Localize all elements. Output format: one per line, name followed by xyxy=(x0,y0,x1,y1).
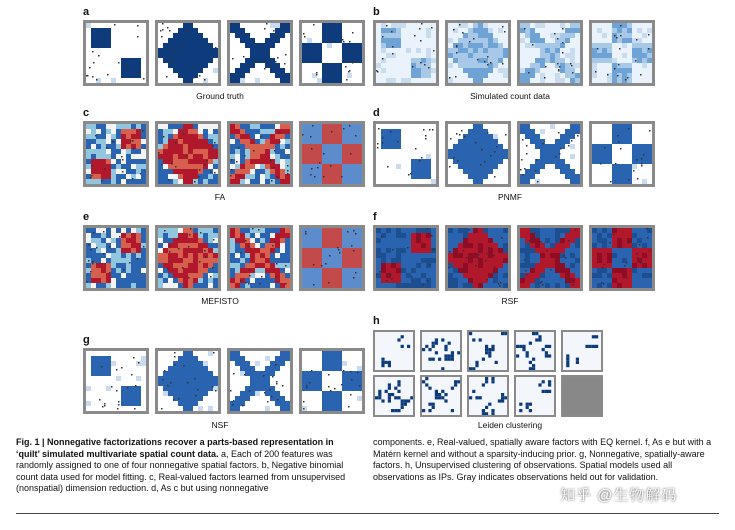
cluster-tile xyxy=(373,330,415,372)
cluster-tile xyxy=(514,330,556,372)
factor-tile xyxy=(445,20,511,86)
factor-tile xyxy=(373,121,439,187)
heldout-tile xyxy=(561,375,603,417)
cluster-tile xyxy=(420,330,462,372)
factor-tile xyxy=(445,225,511,291)
figure-legend-title: Fig. 1 | Nonnegative factorizations recover a parts-based representation in ‘quilt’ simulated multivariate spatial count data. xyxy=(16,437,334,459)
factor-tile xyxy=(589,20,655,86)
factor-tile xyxy=(299,225,365,291)
factor-tile xyxy=(517,225,583,291)
figure-legend-left xyxy=(16,437,356,495)
cluster-tile xyxy=(561,330,603,372)
factor-tile xyxy=(227,121,293,187)
factor-tile xyxy=(373,20,439,86)
factor-tile xyxy=(83,348,149,414)
factor-tile xyxy=(227,20,293,86)
factor-tile xyxy=(299,121,365,187)
factor-tile xyxy=(299,348,365,414)
factor-tile xyxy=(445,121,511,187)
factor-tile xyxy=(227,225,293,291)
factor-tile xyxy=(155,20,221,86)
panel-e-label: e xyxy=(83,211,90,223)
bottom-rule xyxy=(16,513,719,514)
panel-b-label: b xyxy=(373,6,380,18)
panel-h-label: h xyxy=(373,315,380,327)
figure-legend-right: components. e, Real-valued, spatially aware factors with EQ kernel. f, As e but with a Matérn kernel and without a sparsity-inducing prior. g, Nonnegative, spatially-aware factors. h, Unsupervised clustering of observations. Spatial models used all observations as IPs. Gray indicates observations held out for validation. xyxy=(373,437,712,482)
panel-c-label: c xyxy=(83,107,90,119)
factor-tile xyxy=(155,348,221,414)
factor-tile xyxy=(299,20,365,86)
cluster-tile xyxy=(467,375,509,417)
figure-legend-left-body: a, Each of 200 features was randomly assigned to one of four nonnegative spatial factors. b, Negative binomial count data used for model fitting. c, Real-valued factors learned from unsupervised (nonspatial) dimension reduction. d, As c but using nonnegative xyxy=(16,448,346,493)
panel-h-caption: Leiden clustering xyxy=(477,420,543,430)
factor-tile xyxy=(83,121,149,187)
factor-tile xyxy=(83,225,149,291)
panel-g-caption: NSF xyxy=(211,420,229,430)
panel-b-caption: Simulated count data xyxy=(470,91,550,101)
cluster-tile xyxy=(373,375,415,417)
panel-a-caption: Ground truth xyxy=(196,91,244,101)
panel-e-caption: MEFISTO xyxy=(201,296,239,306)
factor-tile xyxy=(227,348,293,414)
factor-tile xyxy=(373,225,439,291)
factor-tile xyxy=(517,121,583,187)
factor-tile xyxy=(589,225,655,291)
panel-d-label: d xyxy=(373,107,380,119)
factor-tile xyxy=(517,20,583,86)
factor-tile xyxy=(155,121,221,187)
factor-tile xyxy=(155,225,221,291)
panel-f-label: f xyxy=(373,211,377,223)
factor-tile xyxy=(589,121,655,187)
cluster-tile xyxy=(467,330,509,372)
cluster-tile xyxy=(420,375,462,417)
panel-c-caption: FA xyxy=(214,192,226,202)
cluster-tile xyxy=(514,375,556,417)
panel-f-caption: RSF xyxy=(501,296,519,306)
panel-a-label: a xyxy=(83,6,90,18)
panel-g-label: g xyxy=(83,334,90,346)
panel-d-caption: PNMF xyxy=(497,192,523,202)
watermark: 知乎 @生物解码 xyxy=(560,487,678,504)
factor-tile xyxy=(83,20,149,86)
